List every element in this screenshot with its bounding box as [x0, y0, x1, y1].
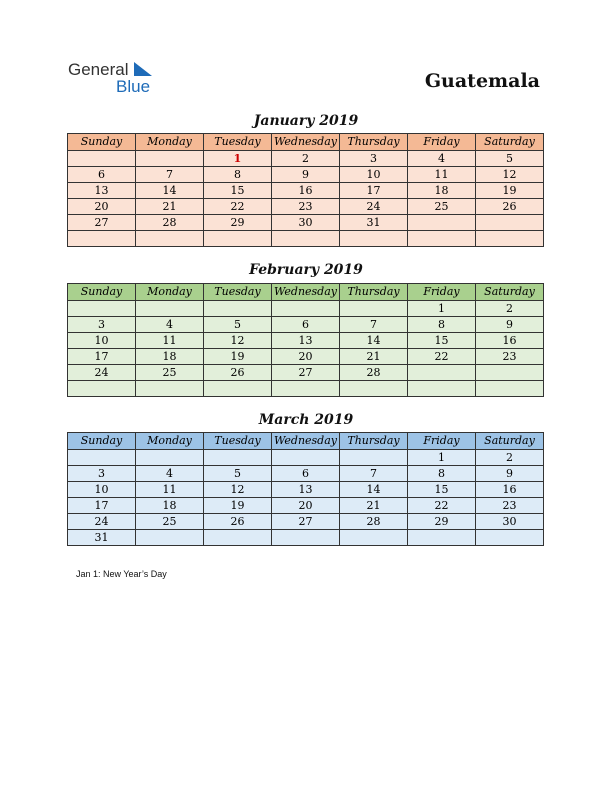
calendar-march	[67, 432, 544, 546]
day-cell: 25	[408, 199, 476, 215]
calendar-february	[67, 283, 544, 397]
day-cell: 19	[476, 183, 544, 199]
week-row	[68, 333, 544, 349]
month-title-january: January 2019	[253, 113, 359, 129]
day-cell	[136, 151, 204, 167]
day-cell	[204, 301, 272, 317]
day-cell: 25	[136, 514, 204, 530]
day-cell: 27	[272, 365, 340, 381]
week-row	[68, 349, 544, 365]
day-cell: 29	[408, 514, 476, 530]
week-row	[68, 231, 544, 247]
day-cell: 18	[408, 183, 476, 199]
day-cell: 20	[272, 498, 340, 514]
weekday-header: Friday	[408, 284, 476, 301]
country-title: Guatemala	[424, 70, 540, 92]
day-cell: 13	[68, 183, 136, 199]
weekday-header: Saturday	[476, 433, 544, 450]
day-cell: 21	[340, 498, 408, 514]
week-row	[68, 466, 544, 482]
day-cell: 27	[68, 215, 136, 231]
day-cell: 22	[408, 498, 476, 514]
day-cell	[68, 450, 136, 466]
day-cell	[68, 381, 136, 397]
day-cell: 4	[408, 151, 476, 167]
day-cell	[476, 231, 544, 247]
day-cell: 25	[136, 365, 204, 381]
logo-text-general: General	[68, 60, 129, 79]
day-cell	[340, 301, 408, 317]
day-cell: 18	[136, 498, 204, 514]
day-cell: 23	[272, 199, 340, 215]
day-cell: 9	[272, 167, 340, 183]
day-cell	[136, 530, 204, 546]
day-cell	[476, 381, 544, 397]
day-cell	[136, 450, 204, 466]
logo	[68, 60, 168, 100]
day-cell: 11	[136, 482, 204, 498]
day-cell: 14	[340, 333, 408, 349]
day-cell: 1	[408, 301, 476, 317]
logo-text-blue: Blue	[116, 77, 151, 96]
day-cell: 12	[204, 482, 272, 498]
day-cell: 23	[476, 349, 544, 365]
week-row	[68, 199, 544, 215]
day-cell: 28	[340, 365, 408, 381]
logo-triangle-icon	[134, 62, 152, 76]
week-row	[68, 151, 544, 167]
day-cell: 30	[272, 215, 340, 231]
weekday-header: Tuesday	[204, 284, 272, 301]
day-cell	[340, 381, 408, 397]
month-title-march: March 2019	[258, 412, 354, 428]
week-row	[68, 530, 544, 546]
day-cell: 17	[340, 183, 408, 199]
weekday-header: Saturday	[476, 284, 544, 301]
day-cell: 2	[272, 151, 340, 167]
day-cell: 19	[204, 498, 272, 514]
day-cell: 31	[340, 215, 408, 231]
day-cell: 31	[68, 530, 136, 546]
week-row	[68, 215, 544, 231]
day-cell	[204, 530, 272, 546]
day-cell	[340, 530, 408, 546]
weekday-header: Monday	[136, 433, 204, 450]
weekday-header: Tuesday	[204, 134, 272, 151]
day-cell: 14	[340, 482, 408, 498]
day-cell: 7	[340, 317, 408, 333]
day-cell	[272, 450, 340, 466]
weekday-header: Thursday	[340, 284, 408, 301]
weekday-header-row	[68, 433, 544, 450]
day-cell: 1	[408, 450, 476, 466]
week-row	[68, 450, 544, 466]
day-cell: 11	[136, 333, 204, 349]
day-cell: 3	[340, 151, 408, 167]
weekday-header: Sunday	[68, 433, 136, 450]
week-row	[68, 301, 544, 317]
day-cell: 26	[476, 199, 544, 215]
calendar-january	[67, 133, 544, 247]
day-cell: 11	[408, 167, 476, 183]
day-cell: 13	[272, 482, 340, 498]
day-cell: 3	[68, 466, 136, 482]
day-cell: 7	[136, 167, 204, 183]
day-cell: 17	[68, 349, 136, 365]
day-cell: 16	[272, 183, 340, 199]
day-cell: 10	[340, 167, 408, 183]
day-cell: 22	[204, 199, 272, 215]
weekday-header: Wednesday	[272, 134, 340, 151]
day-cell	[272, 301, 340, 317]
week-row	[68, 482, 544, 498]
weekday-header: Monday	[136, 134, 204, 151]
day-cell: 17	[68, 498, 136, 514]
day-cell: 28	[340, 514, 408, 530]
day-cell	[68, 151, 136, 167]
day-cell: 2	[476, 301, 544, 317]
day-cell: 23	[476, 498, 544, 514]
day-cell: 14	[136, 183, 204, 199]
day-cell: 18	[136, 349, 204, 365]
week-row	[68, 317, 544, 333]
day-cell: 9	[476, 466, 544, 482]
day-cell: 15	[408, 482, 476, 498]
day-cell: 5	[204, 317, 272, 333]
weekday-header: Thursday	[340, 433, 408, 450]
day-cell: 21	[136, 199, 204, 215]
day-cell	[408, 530, 476, 546]
day-cell: 4	[136, 317, 204, 333]
day-cell: 10	[68, 482, 136, 498]
day-cell	[408, 365, 476, 381]
week-row	[68, 167, 544, 183]
day-cell: 15	[204, 183, 272, 199]
day-cell	[68, 301, 136, 317]
day-cell: 12	[204, 333, 272, 349]
day-cell: 24	[340, 199, 408, 215]
week-row	[68, 514, 544, 530]
weekday-header: Saturday	[476, 134, 544, 151]
day-cell	[68, 231, 136, 247]
day-cell: 4	[136, 466, 204, 482]
weekday-header: Sunday	[68, 134, 136, 151]
day-cell	[136, 301, 204, 317]
weekday-header-row	[68, 284, 544, 301]
day-cell: 13	[272, 333, 340, 349]
day-cell: 21	[340, 349, 408, 365]
day-cell: 10	[68, 333, 136, 349]
month-title-february: February 2019	[249, 262, 363, 278]
day-cell: 6	[68, 167, 136, 183]
weekday-header: Thursday	[340, 134, 408, 151]
day-cell: 8	[408, 317, 476, 333]
day-cell: 26	[204, 365, 272, 381]
day-cell: 28	[136, 215, 204, 231]
day-cell: 7	[340, 466, 408, 482]
weekday-header: Friday	[408, 433, 476, 450]
day-cell: 6	[272, 466, 340, 482]
day-cell	[340, 231, 408, 247]
weekday-header: Sunday	[68, 284, 136, 301]
day-cell: 2	[476, 450, 544, 466]
day-cell	[272, 381, 340, 397]
day-cell: 22	[408, 349, 476, 365]
day-cell	[340, 450, 408, 466]
day-cell: 20	[68, 199, 136, 215]
week-row	[68, 365, 544, 381]
day-cell	[136, 231, 204, 247]
week-row	[68, 381, 544, 397]
day-cell: 5	[476, 151, 544, 167]
day-cell	[476, 530, 544, 546]
weekday-header: Monday	[136, 284, 204, 301]
day-cell: 12	[476, 167, 544, 183]
day-cell	[204, 381, 272, 397]
weekday-header: Friday	[408, 134, 476, 151]
day-cell: 16	[476, 482, 544, 498]
day-cell: 24	[68, 365, 136, 381]
day-cell: 30	[476, 514, 544, 530]
day-cell	[408, 231, 476, 247]
weekday-header: Wednesday	[272, 284, 340, 301]
weekday-header: Wednesday	[272, 433, 340, 450]
week-row	[68, 498, 544, 514]
day-cell: 3	[68, 317, 136, 333]
day-cell	[408, 381, 476, 397]
day-cell: 5	[204, 466, 272, 482]
day-cell: 27	[272, 514, 340, 530]
day-cell	[204, 231, 272, 247]
day-cell: 20	[272, 349, 340, 365]
day-cell: 16	[476, 333, 544, 349]
day-cell	[272, 231, 340, 247]
day-cell: 1	[204, 151, 272, 167]
day-cell: 29	[204, 215, 272, 231]
day-cell	[476, 215, 544, 231]
day-cell	[136, 381, 204, 397]
weekday-header-row	[68, 134, 544, 151]
day-cell	[204, 450, 272, 466]
day-cell	[272, 530, 340, 546]
day-cell: 19	[204, 349, 272, 365]
day-cell: 8	[408, 466, 476, 482]
day-cell	[408, 215, 476, 231]
week-row	[68, 183, 544, 199]
day-cell	[476, 365, 544, 381]
day-cell: 15	[408, 333, 476, 349]
holiday-note: Jan 1: New Year’s Day	[76, 569, 167, 579]
weekday-header: Tuesday	[204, 433, 272, 450]
day-cell: 24	[68, 514, 136, 530]
day-cell: 6	[272, 317, 340, 333]
day-cell: 9	[476, 317, 544, 333]
day-cell: 8	[204, 167, 272, 183]
day-cell: 26	[204, 514, 272, 530]
